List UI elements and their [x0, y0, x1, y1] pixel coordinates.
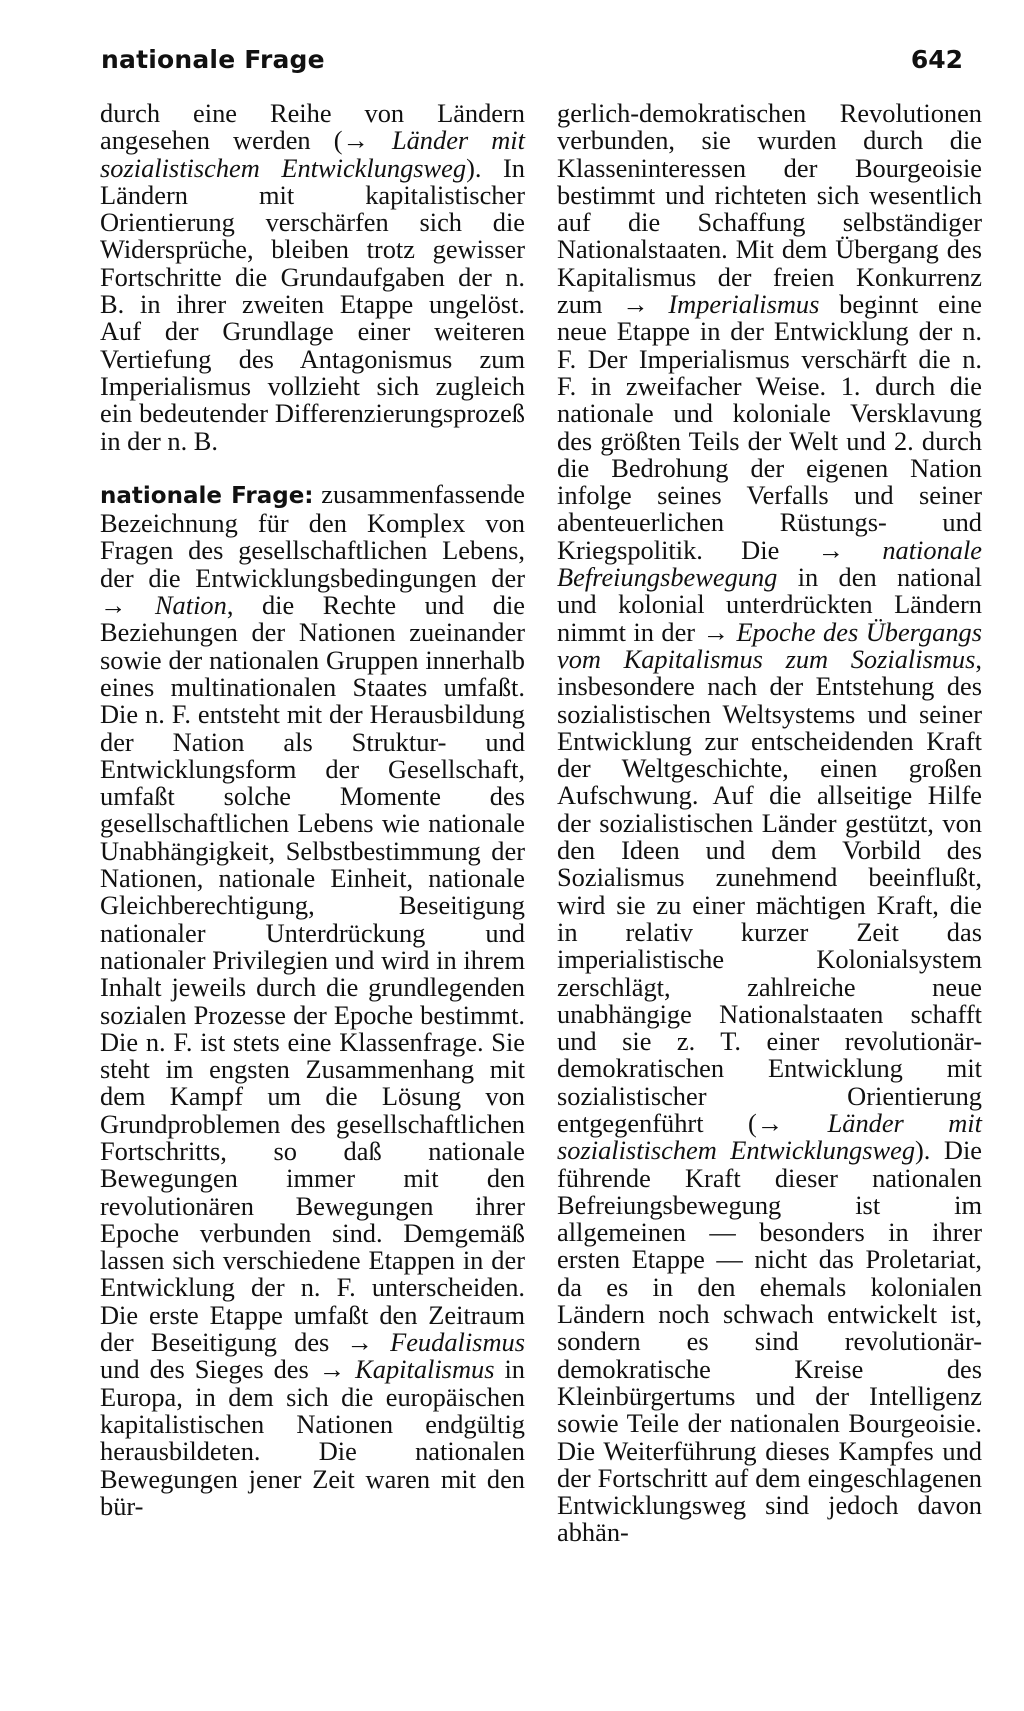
cross-reference-arrow: →: [318, 1354, 346, 1385]
cross-reference: Feudalismus: [390, 1327, 525, 1358]
cross-reference-arrow: →: [756, 1107, 784, 1138]
page-number: 642: [910, 45, 963, 74]
cross-reference: Nation: [154, 590, 227, 621]
right-column: [557, 100, 982, 1547]
page-header: [0, 45, 1024, 85]
cross-reference-arrow: →: [342, 125, 369, 156]
paragraph-continuation: durch eine Reihe von Ländern angesehen werden (→ Länder mit sozialistischem Entwicklungsweg). In Ländern mit kapitalistischer Orientierung verschärfen sich die Widersprüche, bleiben trotz gewisser Fortschritte die Grundaufgaben der n. B. in ihrer zweiten Etappe ungelöst. Auf der Grundlage einer weiteren Vertiefung des Antagonismus zum Imperialismus vollzieht sich zugleich ein bedeutender Differenzierungsprozeß in der n. B.: [100, 98, 525, 456]
left-column: [100, 100, 525, 1520]
cross-reference: nationale Befreiungsbewegung: [557, 534, 982, 593]
cross-reference: Epoche des Übergangs vom Kapitalismus zum Sozialismus: [557, 616, 982, 674]
running-head: nationale Frage: [101, 45, 325, 74]
cross-reference-arrow: →: [817, 534, 844, 565]
cross-reference: Länder mit sozialistischem Entwicklungsweg: [100, 125, 525, 183]
entry-nationale-frage: nationale Frage: zusammenfassende Bezeichnung für den Komplex von Fragen des gesellschaftlichen Lebens, der die Entwicklungsbedingungen der → Nation, die Rechte und die Beziehungen der Nationen zueinander sowie der nationalen Gruppen innerhalb eines multinationalen Staates umfaßt. Die n. F. entsteht mit der Herausbildung der Nation als Struktur- und Entwicklungsform der Gesellschaft, umfaßt solche Momente des gesellschaftlichen Lebens wie nationale Unabhängigkeit, Selbstbestimmung der Nationen, nationale Einheit, nationale Gleichberechtigung, Beseitigung nationaler Unterdrückung und nationaler Privilegien und wird in ihrem Inhalt jeweils durch die grundlegenden sozialen Prozesse der Epoche bestimmt. Die n. F. ist stets eine Klassenfrage. Sie steht im engsten Zusammenhang mit dem Kampf um die Lösung von Grundproblemen des gesellschaftlichen Fortschritts, so daß nationale Bewegungen immer mit den revolutionären Bewegungen ihrer Epoche verbunden sind. Demgemäß lassen sich verschiedene Etappen in der Entwicklung der n. F. unterscheiden. Die erste Etappe umfaßt den Zeitraum der Beseitigung des → Feudalismus und des Sieges des → Kapitalismus in Europa, in dem sich die europäischen kapitalistischen Nationen endgültig herausbildeten. Die nationalen Bewegungen jener Zeit waren mit den bür-: [100, 478, 525, 1521]
cross-reference-arrow: →: [346, 1327, 373, 1358]
cross-reference-arrow: →: [100, 590, 127, 621]
cross-reference: Imperialismus: [668, 289, 820, 320]
entry-lemma: nationale Frage:: [100, 482, 314, 509]
paragraph-continuation: gerlich-demokratischen Revolutionen verbunden, sie wurden durch die Klasseninteressen der Bourgeoisie bestimmt und richteten sich wesentlich auf die Schaffung selbständiger Nationalstaaten. Mit dem Übergang des Kapitalismus der freien Konkurrenz zum → Imperialismus beginnt eine neue Etappe in der Entwicklung der n. F. Der Imperialismus verschärft die n. F. in zweifacher Weise. 1. durch die nationale und koloniale Versklavung des größten Teils der Welt und 2. durch die Bedrohung der eigenen Nation infolge seines Verfalls und seiner abenteuerlichen Rüstungs- und Kriegspolitik. Die → nationale Befreiungsbewegung in den national und kolonial unterdrückten Ländern nimmt in der → Epoche des Übergangs vom Kapitalismus zum Sozialismus, insbesondere nach der Entstehung des sozialistischen Weltsystems und seiner Entwicklung zur entscheidenden Kraft der Weltgeschichte, einen großen Aufschwung. Auf die allseitige Hilfe der sozialistischen Länder gestützt, von den Ideen und dem Vorbild des Sozialismus zunehmend beeinflußt, wird sie zu einer mächtigen Kraft, die in relativ kurzer Zeit das imperialistische Kolonialsystem zerschlägt, zahlreiche neue unabhängige Nationalstaaten schafft und sie z. T. einer revolutionär-demokratischen Entwicklung mit sozialistischer Orientierung entgegenführt (→ Länder mit sozialistischem Entwicklungsweg). Die führende Kraft dieser nationalen Befreiungsbewegung ist im allgemeinen — besonders in ihrer ersten Etappe — nicht das Proletariat, da es in den ehemals kolonialen Ländern noch schwach entwickelt ist, sondern es sind revolutionär-demokratische Kreise des Kleinbürgertums und der Intelligenz sowie Teile der nationalen Bourgeoisie. Die Weiterführung dieses Kampfes und der Fortschritt auf dem eingeschlagenen Entwicklungsweg sind jedoch davon abhän-: [557, 98, 982, 1548]
cross-reference: Länder mit sozialistischem Entwicklungsweg: [557, 1107, 982, 1166]
cross-reference-arrow: →: [622, 289, 649, 320]
cross-reference-arrow: →: [702, 616, 729, 647]
cross-reference: Kapitalismus: [355, 1354, 495, 1385]
